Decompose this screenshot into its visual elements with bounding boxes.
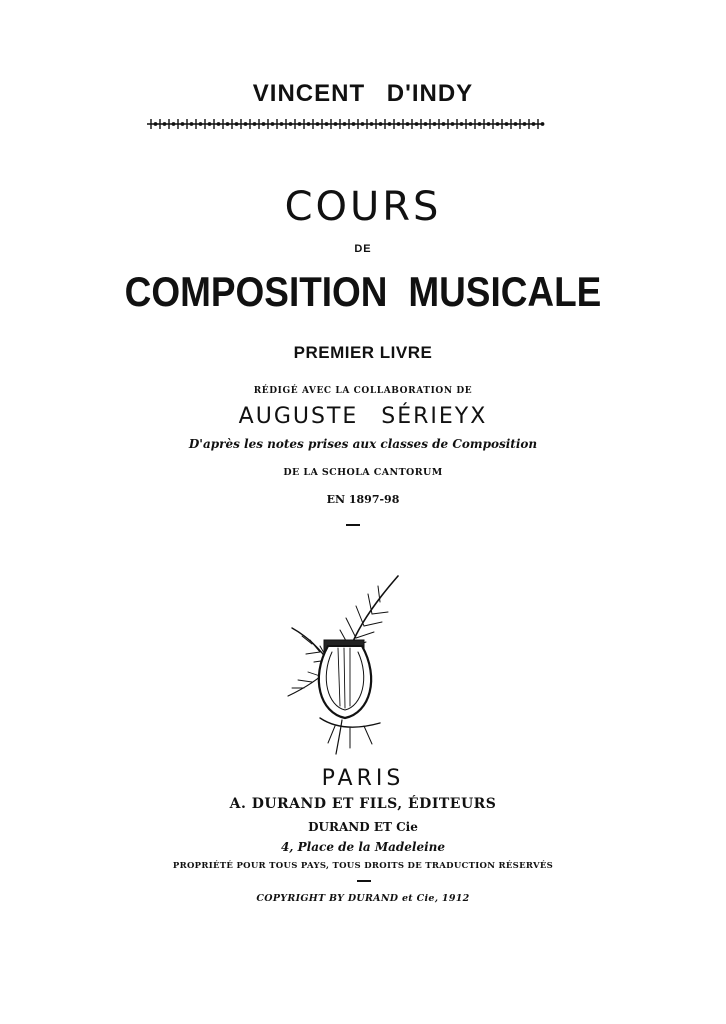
years-line: EN 1897-98	[326, 493, 400, 506]
publisher-line: A. DURAND ET FILS, ÉDITEURS	[229, 796, 497, 812]
city-name: PARIS	[321, 766, 405, 791]
cross-chain-ornament-icon	[145, 116, 545, 132]
book-label: PREMIER LIVRE	[293, 343, 433, 362]
author-name: VINCENT D'INDY	[252, 80, 474, 107]
separator-dash	[346, 524, 360, 526]
collaboration-intro: RÉDIGÉ AVEC LA COLLABORATION DE	[253, 386, 473, 396]
collaborator-name: AUGUSTE SÉRIEYX	[238, 404, 488, 429]
copyright-notice: COPYRIGHT BY DURAND et Cie, 1912	[256, 893, 470, 904]
title-de: DE	[354, 243, 372, 255]
title-composition-musicale: COMPOSITION MUSICALE	[124, 268, 602, 315]
publisher-line-2: DURAND ET Cie	[308, 820, 418, 834]
separator-dash	[357, 880, 371, 882]
notes-line: D'après les notes prises aux classes de Composition	[188, 437, 538, 451]
title-cours: COURS	[284, 184, 442, 230]
school-line: DE LA SCHOLA CANTORUM	[283, 467, 443, 478]
lyre-with-palm-emblem-icon	[280, 568, 410, 758]
rights-notice: PROPRIÉTÉ POUR TOUS PAYS, TOUS DROITS DE TRADUCTION RÉSERVÉS	[172, 861, 554, 871]
publisher-address: 4, Place de la Madeleine	[280, 840, 446, 854]
